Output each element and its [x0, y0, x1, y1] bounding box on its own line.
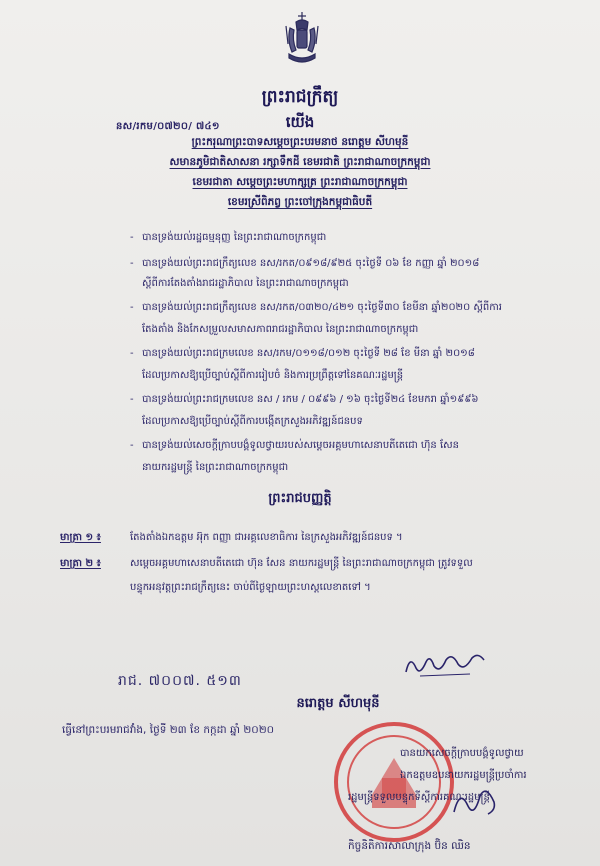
- consideration-item: - បានទ្រង់យល់រដ្ឋធម្មនុញ្ញ នៃព្រះរាជាណាចក្រកម្ពុជា: [130, 232, 327, 243]
- certification-line-2: ឯកឧត្តមឧបនាយករដ្ឋមន្ត្រីប្រចាំការ: [400, 770, 527, 781]
- header-line-3: ខេមរជាតា សម្តេចព្រះមហាក្សត្រ ព្រះរាជាណាចក្រកម្ពុជា: [192, 176, 408, 188]
- royal-signature: [400, 650, 490, 680]
- consideration-continuation: នាយករដ្ឋមន្ត្រី នៃព្រះរាជាណាចក្រកម្ពុជា: [142, 462, 289, 473]
- consideration-continuation: តែងតាំង និងកែសម្រួលសមាសភាពរាជរដ្ឋាភិបាល នៃព្រះរាជាណាចក្រកម្ពុជា: [142, 324, 419, 335]
- document-title: ព្រះរាជក្រឹត្យ: [261, 87, 339, 107]
- document-subtitle: យើង: [285, 113, 315, 131]
- article-text: តែងតាំងឯកឧត្តម អ៊ុក ពញ្ញា ជាអគ្គលេខាធិការ នៃក្រសួងអភិវឌ្ឍន៍ជនបទ ។: [130, 532, 403, 543]
- article-1: [60, 530, 403, 545]
- minister-signature: [450, 782, 500, 822]
- header-line-2: សមានភូមិជាតិសាសនា រក្សាទឹកដី ខេមរជាតិ ព្រះរាជាណាចក្រកម្ពុជា: [169, 156, 431, 168]
- article-label: មាត្រា ១ ៖: [60, 532, 101, 543]
- reference-number: នស/រកម/០៧២០/ ៧៤១: [116, 121, 220, 132]
- header-line-4: ខេមរស្រីពិភព្វ ព្រះចៅក្រុងកម្ពុជាធិបតី: [227, 196, 373, 208]
- certification-line-3: រដ្ឋមន្ត្រីទទួលបន្ទុកទីស្តីការគណៈរដ្ឋមន្ត្រី: [348, 792, 490, 803]
- section-title: ព្រះរាជបញ្ញត្តិ: [268, 491, 332, 506]
- consideration-item: - បានទ្រង់យល់សេចក្តីក្រាបបង្គំទូលថ្វាយរបស់សម្តេចអគ្គមហាសេនាបតីតេជោ ហ៊ុន សែន: [130, 440, 460, 451]
- article-2: [60, 556, 473, 571]
- article-label: មាត្រា ២ ៖: [60, 558, 101, 569]
- article-2-continuation: បន្ទុកអនុវត្តព្រះរាជក្រឹត្យនេះ ចាប់ពីថ្ងៃឡាយព្រះហស្តលេខាតទៅ ។: [130, 582, 371, 593]
- consideration-continuation: ដែលប្រកាសឱ្យប្រើច្បាប់ស្តីពីការបង្កើតក្រសួងអភិវឌ្ឍន៍ជនបទ: [142, 416, 363, 427]
- place-date: ធ្វើនៅព្រះបរមរាជវាំង, ថ្ងៃទី ២៣ ខែ កក្កដា ឆ្នាំ ២០២០: [62, 724, 275, 736]
- consideration-item: - បានទ្រង់យល់ព្រះរាជក្រឹត្យលេខ នស/រកត/០៩១៨/៩២៥ ចុះថ្ងៃទី ០៦ ខែ កញ្ញា ឆ្នាំ ២០១៨: [130, 258, 480, 269]
- signer-name: នរោត្តម សីហមុនី: [296, 696, 380, 711]
- consideration-continuation: ស្តីពីការតែងតាំងរាជរដ្ឋាភិបាល នៃព្រះរាជាណាចក្រកម្ពុជា: [142, 278, 349, 289]
- consideration-item: - បានទ្រង់យល់ព្រះរាជក្រមលេខ នស / រកម / ០៩៩៦ / ១៦ ចុះថ្ងៃទី២៤ ខែមករា ឆ្នាំ១៩៩៦: [130, 394, 479, 405]
- header-line-1: ព្រះករុណាព្រះបាទសម្តេចព្រះបរមនាថ នរោត្តម សីហមុនី: [191, 136, 409, 148]
- article-text: សម្តេចអគ្គមហាសេនាបតីតេជោ ហ៊ុន សែន នាយករដ្ឋមន្ត្រី នៃព្រះរាជាណាចក្រកម្ពុជា ត្រូវទទួល: [130, 558, 473, 569]
- consideration-item: - បានទ្រង់យល់ព្រះរាជក្រឹត្យលេខ នស/រកត/០៣២០/៤២១ ចុះថ្ងៃទី៣០ ខែមីនា ឆ្នាំ២០២០ ស្តីពីការ: [130, 302, 502, 313]
- royal-emblem-icon: [284, 10, 320, 66]
- certification-line-1: បានយកសេចក្តីក្រាបបង្គំទូលថ្វាយ: [400, 748, 524, 759]
- registration-number: រាជ. ៧០០៧. ៥១៣: [118, 673, 242, 689]
- consideration-item: - បានទ្រង់យល់ព្រះរាជក្រមលេខ នស/រកម/០១១៨/០១២ ចុះថ្ងៃទី ២៨ ខែ មីនា ឆ្នាំ ២០១៨: [130, 348, 475, 359]
- consideration-continuation: ដែលប្រកាសឱ្យប្រើច្បាប់ស្តីពីការរៀបចំ និងការប្រព្រឹត្តទៅនៃគណៈរដ្ឋមន្ត្រី: [142, 370, 404, 381]
- final-signer: កិច្ចនិតិការសាលាក្រុង ប៊ិន ឈិន: [348, 840, 471, 852]
